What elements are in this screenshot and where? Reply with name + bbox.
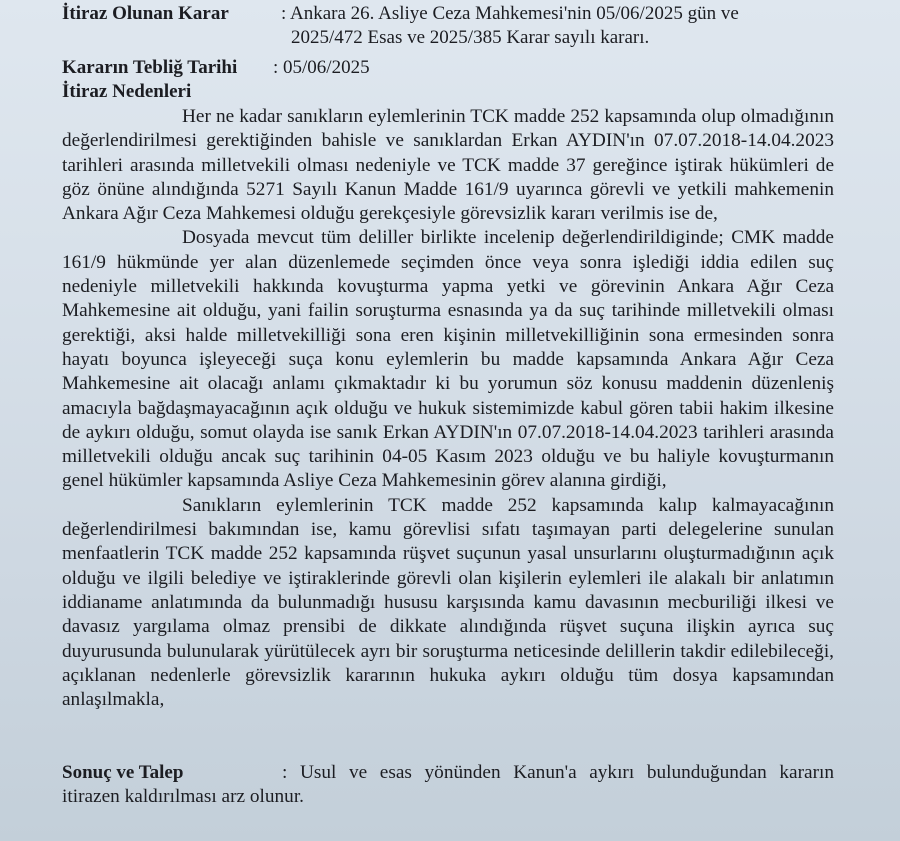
result-label: Sonuç ve Talep [62, 762, 184, 783]
objection-decision-value-line2: 2025/472 Esas ve 2025/385 Karar sayılı kararı. [291, 27, 650, 48]
reasons-paragraph-3: Sanıkların eylemlerinin TCK madde 252 kapsamında kalıp kalmayacağının değerlendirilmesi bakımından ise, kamu görevlisi sıfatı taşımayan parti delegelerine sunulan menfaatlerin TCK madde 252 kapsamında rüşvet suçunun yasal unsurlarını oluşturmadığının açık olduğu ve ilgili belediye ve iştiraklerinde görevli olan kişilerin eylemleri ile alakalı bir anlatımın iddianame anlatımında da bulunmadığı hususu karşısında kamu davasının mecburiliği ilkesi ve davasız yargılama olmaz prensibi de dikkate alındığında rüşvet suçuna ilişkin ayrıca suç duyurusunda bulunularak yürütülecek ayrı bir soruşturma neticesinde delillerin takdir edilebileceği, açıklanan nedenlerle görevsizlik kararının hukuka aykırı olduğu tüm dosya kapsamından anlaşılmakla, [62, 494, 834, 711]
reasons-paragraph-1: Her ne kadar sanıkların eylemlerinin TCK madde 252 kapsamında olup olmadığının değerlendirilmesi gerektiğinden bahisle ve sanıklardan Erkan AYDIN'ın 07.07.2018-14.04.2023 tarihleri arasında milletvekili olması nedeniyle ve TCK madde 37 gereğince iştirak hükümleri de göz önüne alındığında 5271 Sayılı Kanun Madde 161/9 uyarınca görevli ve yetkili mahkemenin Ankara Ağır Ceza Mahkemesi olduğu gerekçesiyle görevsizlik kararı verilmis ise de, [62, 106, 834, 225]
result-text: : Usul ve esas yönünden Kanun'a aykırı bulunduğundan kararın itirazen kaldırılması arz olunur. [62, 762, 834, 808]
reasons-row [62, 80, 191, 104]
objection-decision-row [62, 2, 739, 26]
reasons-paragraph-2: Dosyada mevcut tüm deliller birlikte incelenip değerlendirildiginde; CMK madde 161/9 hükmünde yer alan düzenlemede seçimden önce veya sonra işlediği iddia edilen suç nedeniyle milletvekili hakkında kovuşturma yapma yetki ve görevinin Ankara Ağır Ceza Mahkemesine ait olduğu, yani failin soruşturma esnasında ya da suç tarihinde milletvekili olması gerektiği, aksi halde milletvekilliği sona eren kişinin milletvekilliğinin sona ermesinden sonra hayatı boyunca işleyeceği suça konu eylemlerin bu madde kapsamında Ankara Ağır Ceza Mahkemesine ait olacağı anlamı çıkmaktadır ki bu yorumun söz konusu maddenin düzenleniş amacıyla bağdaşmayacağının açık olduğu ve hukuk sistemimizde kabul gören tabii hakim ilkesine de aykırı olduğu, somut olayda ise sanık Erkan AYDIN'ın 07.07.2018-14.04.2023 tarihleri arasında milletvekili olduğu ancak suç tarihinin 04-05 Kasım 2023 olduğu ve bu haliyle kovuşturmanın genel hükümler kapsamında Asliye Ceza Mahkemesinin görev alanına girdiği, [62, 227, 834, 492]
reasons-body [62, 105, 834, 712]
objection-decision-label: İtiraz Olunan Karar [62, 3, 229, 24]
notification-date-label: Kararın Tebliğ Tarihi [62, 57, 238, 78]
objection-decision-value-line2-row [291, 26, 649, 50]
notification-date-row [62, 56, 370, 80]
objection-decision-value-line1: : Ankara 26. Asliye Ceza Mahkemesi'nin 05/06/2025 gün ve [281, 3, 739, 24]
notification-date-value: : 05/06/2025 [273, 57, 370, 78]
reasons-label: İtiraz Nedenleri [62, 81, 192, 102]
